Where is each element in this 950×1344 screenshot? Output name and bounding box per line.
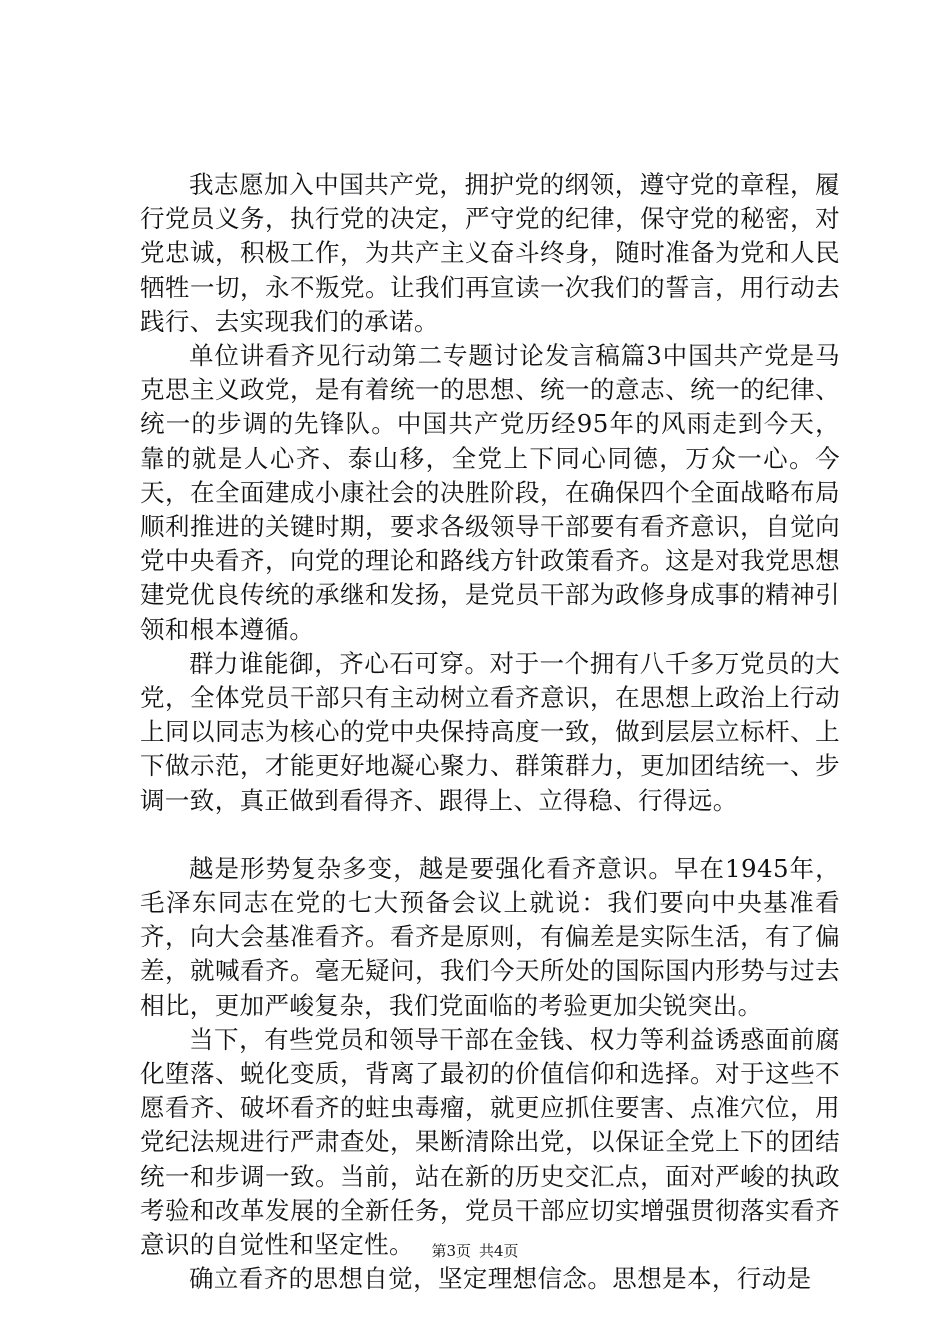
paragraph-oath: 我志愿加入中国共产党，拥护党的纲领，遵守党的章程，履行党员义务，执行党的决定，严守党的纪律，保守党的秘密，对党忠诚，积极工作，为共产主义奋斗终身，随时准备为党和人民牺牲一切，永不叛党。让我们再宣读一次我们的誓言，用行动去践行、去实现我们的承诺。 <box>140 170 840 336</box>
paragraph-current-situation: 当下，有些党员和领导干部在金钱、权力等利益诱惑面前腐化堕落、蜕化变质，背离了最初的价值信仰和选择。对于这些不愿看齐、破坏看齐的蛀虫毒瘤，就更应抓住要害、点准穴位，用党纪法规进行严肃查处，果断清除出党，以保证全党上下的团结统一和步调一致。当前，站在新的历史交汇点，面对严峻的执政考验和改革发展的全新任务，党员干部应切实增强贯彻落实看齐意识的自觉性和坚定性。 <box>140 1024 840 1260</box>
paragraph-speech-intro: 单位讲看齐见行动第二专题讨论发言稿篇3中国共产党是马克思主义政党，是有着统一的思想、统一的意志、统一的纪律、统一的步调的先锋队。中国共产党历经95年的风雨走到今天，靠的就是人心齐、泰山移，全党上下同心同德，万众一心。今天，在全面建成小康社会的决胜阶段，在确保四个全面战略布局顺利推进的关键时期，要求各级领导干部要有看齐意识，自觉向党中央看齐，向党的理论和路线方针政策看齐。这是对我党思想建党优良传统的承继和发扬，是党员干部为政修身成事的精神引领和根本遵循。 <box>140 341 840 644</box>
total-pages: 共4页 <box>479 1242 519 1260</box>
document-body <box>140 168 840 1297</box>
paragraph-awareness: 越是形势复杂多变，越是要强化看齐意识。早在1945年，毛泽东同志在党的七大预备会议上就说：我们要向中央基准看齐，向大会基准看齐。看齐是原则，有偏差是实际生活，有了偏差，就喊看齐。毫无疑问，我们今天所处的国际国内形势与过去相比，更加严峻复杂，我们党面临的考验更加尖锐突出。 <box>140 853 840 1020</box>
page-number: 第3页 <box>431 1242 471 1260</box>
page-footer <box>0 1241 950 1261</box>
paragraph-ideology: 确立看齐的思想自觉，坚定理想信念。思想是本，行动是 <box>189 1264 812 1294</box>
paragraph-unity: 群力谁能御，齐心石可穿。对于一个拥有八千多万党员的大党，全体党员干部只有主动树立看齐意识，在思想上政治上行动上同以同志为核心的党中央保持高度一致，做到层层立标杆、上下做示范，才能更好地凝心聚力、群策群力，更加团结统一、步调一致，真正做到看得齐、跟得上、立得稳、行得远。 <box>140 648 840 815</box>
